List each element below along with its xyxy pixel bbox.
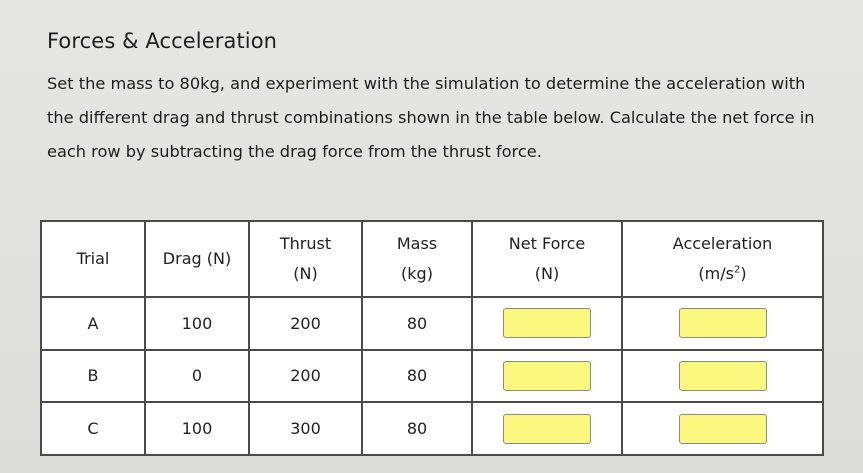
header-drag	[145, 221, 249, 297]
header-thrust-unit: (N)	[293, 264, 318, 283]
cell-net-force	[472, 402, 622, 455]
header-net-force-label: Net Force	[508, 234, 586, 253]
acc-unit-base: (m/s	[698, 264, 734, 283]
cell-thrust: 200	[249, 297, 362, 350]
cell-net-force	[472, 350, 622, 403]
acceleration-input-a[interactable]	[679, 308, 767, 338]
acc-unit-exponent: 2	[733, 264, 741, 276]
header-trial	[41, 221, 145, 297]
cell-net-force	[472, 297, 622, 350]
cell-drag: 0	[145, 350, 249, 403]
acceleration-input-c[interactable]	[679, 414, 767, 444]
data-table	[40, 220, 824, 456]
cell-mass: 80	[362, 350, 472, 403]
header-net-force-unit: (N)	[534, 264, 560, 283]
net-force-input-b[interactable]	[503, 361, 591, 391]
cell-drag: 100	[145, 402, 249, 455]
table-row	[41, 297, 823, 350]
cell-trial: C	[41, 402, 145, 455]
header-thrust-label: Thrust	[279, 234, 332, 253]
data-table-container	[40, 220, 822, 456]
header-mass-unit: (kg)	[401, 264, 433, 283]
acc-unit-close: )	[740, 264, 747, 283]
cell-thrust: 300	[249, 402, 362, 455]
header-mass-label: Mass	[396, 234, 438, 253]
cell-acceleration	[622, 350, 823, 403]
header-mass	[362, 221, 472, 297]
acceleration-input-b[interactable]	[679, 361, 767, 391]
header-thrust	[249, 221, 362, 297]
header-net-force	[472, 221, 622, 297]
net-force-input-a[interactable]	[503, 308, 591, 338]
header-drag-label: Drag (N)	[162, 249, 232, 268]
cell-acceleration	[622, 297, 823, 350]
net-force-input-c[interactable]	[503, 414, 591, 444]
table-row	[41, 402, 823, 455]
header-acceleration-label: Acceleration	[672, 234, 773, 253]
header-acceleration-unit	[623, 259, 822, 289]
cell-acceleration	[622, 402, 823, 455]
table-row	[41, 350, 823, 403]
table-header-row	[41, 221, 823, 297]
instructions-text: Set the mass to 80kg, and experiment with the simulation to determine the acceleration with the different drag and thrust combinations shown in the table below. Calculate the net force in each row by subtracting the drag force from the thrust force.	[47, 74, 815, 161]
cell-thrust: 200	[249, 350, 362, 403]
cell-trial: B	[41, 350, 145, 403]
header-trial-label: Trial	[76, 249, 110, 268]
cell-drag: 100	[145, 297, 249, 350]
cell-mass: 80	[362, 402, 472, 455]
cell-mass: 80	[362, 297, 472, 350]
page-title: Forces & Acceleration	[47, 29, 278, 53]
cell-trial: A	[41, 297, 145, 350]
header-acceleration	[622, 221, 823, 297]
